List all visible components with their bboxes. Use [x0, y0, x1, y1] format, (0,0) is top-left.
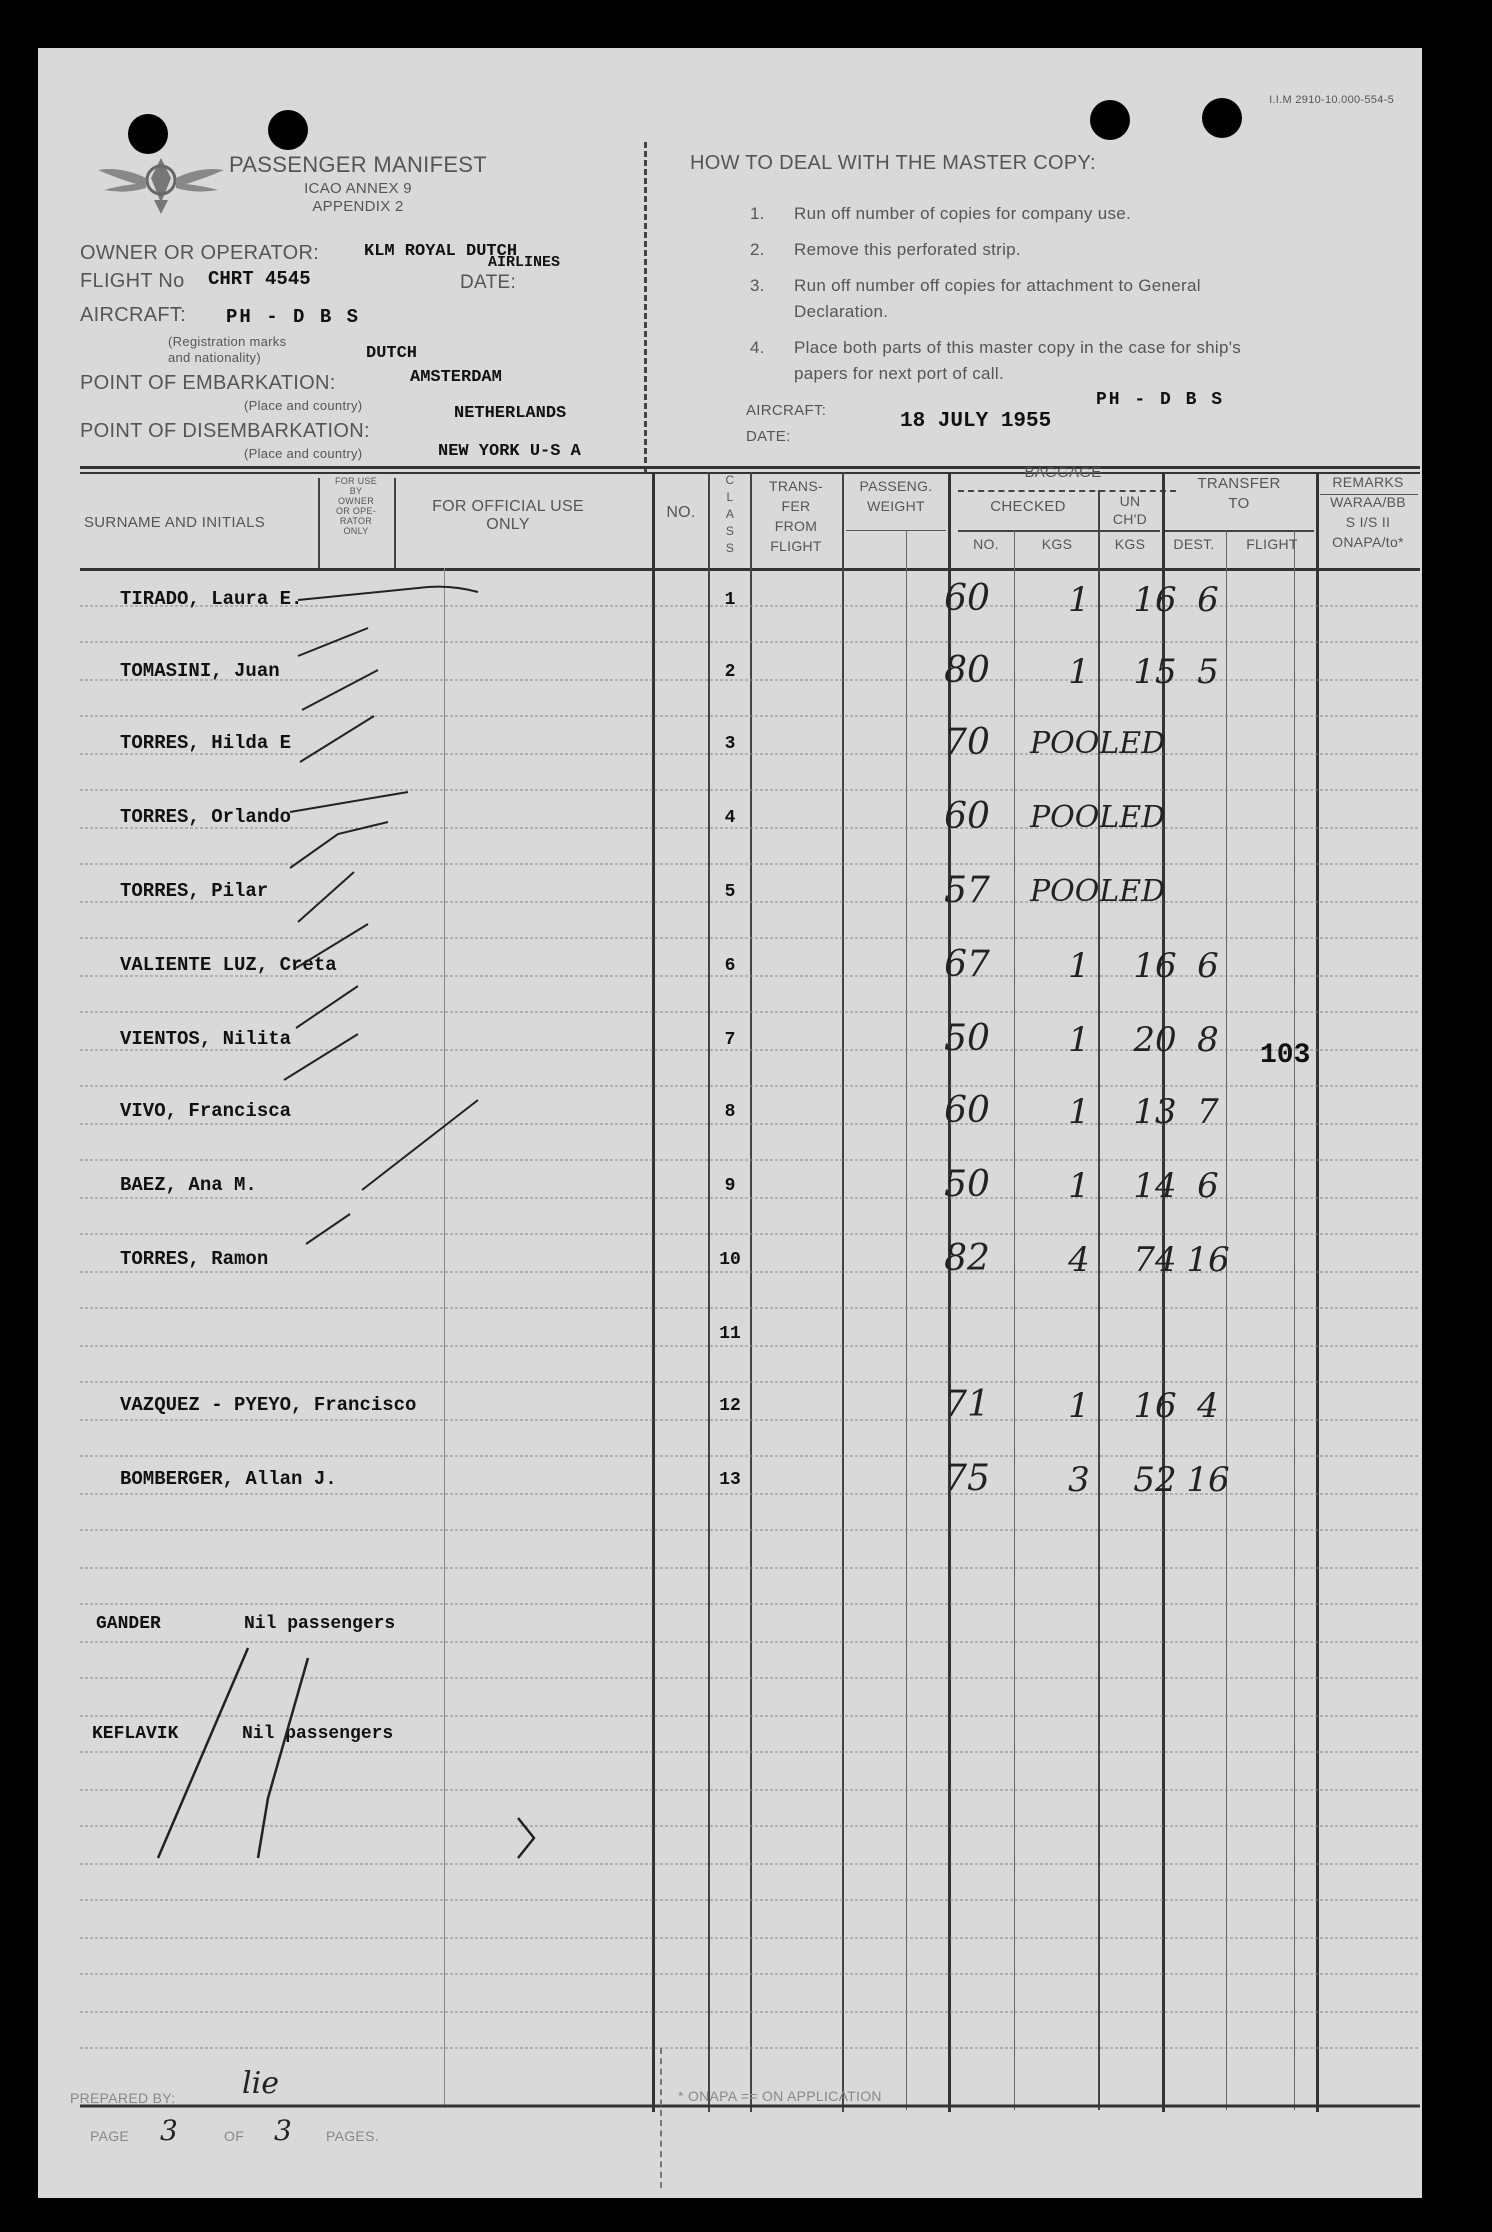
bag-kgs: 52 — [1133, 1460, 1177, 1500]
punch-hole — [268, 110, 308, 150]
punch-hole — [1090, 100, 1130, 140]
manifest-sheet — [38, 48, 1422, 2198]
instruction-1-number: 1. — [750, 204, 765, 223]
unchecked-kgs: 8 — [1197, 1020, 1219, 1060]
col-owner-use: FOR USE BY OWNER OR OPE- RATOR ONLY — [334, 476, 378, 536]
pooled-note: POOLED — [1030, 800, 1166, 835]
embarkation-value: AMSTERDAM — [410, 368, 502, 387]
owner-value: KLM ROYAL DUTCH — [364, 242, 518, 261]
bag-kgs: 74 — [1133, 1240, 1177, 1280]
passenger-no: 5 — [724, 882, 736, 902]
passenger-name: TORRES, Hilda E — [120, 732, 292, 754]
remark-total: 103 — [1260, 1040, 1311, 1071]
disembarkation-value: NEW YORK U-S A — [438, 442, 581, 461]
note-text-gander: Nil passengers — [244, 1614, 396, 1634]
header-divider — [644, 142, 647, 472]
pooled-note: POOLED — [1030, 874, 1166, 909]
passenger-weight: 70 — [944, 722, 990, 763]
bag-kgs: 16 — [1133, 580, 1177, 620]
passenger-weight: 50 — [944, 1018, 990, 1059]
passenger-no: 12 — [719, 1396, 741, 1416]
passenger-weight: 60 — [944, 796, 990, 837]
check-marks-icon — [278, 548, 618, 1608]
bag-count: 4 — [1068, 1240, 1090, 1280]
col-class: C L A S S — [725, 473, 735, 555]
registration-note: (Registration marks — [168, 334, 287, 349]
bag-kgs: 16 — [1133, 1386, 1177, 1426]
col-surname: SURNAME AND INITIALS — [84, 514, 266, 531]
passenger-weight: 57 — [944, 870, 990, 911]
of-number: 3 — [274, 2114, 292, 2147]
prepared-by-label: PREPARED BY: — [70, 2090, 176, 2106]
disembarkation-place-note: (Place and country) — [244, 446, 363, 461]
instruction-4-number: 4. — [750, 338, 765, 357]
passenger-name: BOMBERGER, Allan J. — [120, 1468, 337, 1490]
passenger-name: TIRADO, Laura E. — [120, 588, 303, 610]
bag-count: 1 — [1068, 1166, 1090, 1206]
passenger-weight: 67 — [944, 944, 990, 985]
col-kgs-2: KGS — [1114, 536, 1146, 552]
punch-hole — [1202, 98, 1242, 138]
instruction-4-text: Place both parts of this master copy in the case for ship's — [794, 338, 1242, 357]
bag-kgs: 14 — [1133, 1166, 1177, 1206]
unchecked-kgs: 6 — [1197, 946, 1219, 986]
right-aircraft-label: AIRCRAFT: — [746, 402, 827, 419]
page-number: 3 — [160, 2114, 178, 2147]
col-kgs: KGS — [1041, 536, 1073, 552]
col-official-use: FOR OFFICIAL USE ONLY — [432, 498, 584, 533]
of-label: OF — [224, 2128, 245, 2144]
bag-count: 1 — [1068, 580, 1090, 620]
instruction-1-text: Run off number of copies for company use. — [794, 204, 1132, 223]
instructions-title: HOW TO DEAL WITH THE MASTER COPY: — [690, 152, 1096, 174]
bag-count: 1 — [1068, 946, 1090, 986]
passenger-no: 8 — [724, 1102, 736, 1122]
passenger-name: VAZQUEZ - PYEYO, Francisco — [120, 1394, 417, 1416]
embarkation-label: POINT OF EMBARKATION: — [80, 372, 336, 394]
passenger-name: TORRES, Orlando — [120, 806, 292, 828]
baggage-sub-rule — [958, 490, 1176, 492]
passenger-no: 6 — [724, 956, 736, 976]
instruction-3-text-2: Declaration. — [794, 302, 889, 321]
col-weight: PASSENG. WEIGHT — [859, 478, 933, 514]
note-text-keflavik: Nil passengers — [242, 1724, 394, 1744]
col-transfer-from: TRANS- FER FROM FLIGHT — [769, 478, 823, 554]
right-aircraft-value: PH - D B S — [1096, 390, 1225, 410]
subtitle-appendix: APPENDIX 2 — [312, 198, 404, 215]
passenger-weight: 80 — [944, 650, 990, 691]
bag-count: 1 — [1068, 1020, 1090, 1060]
instruction-4-text-2: papers for next port of call. — [794, 364, 1004, 383]
passenger-name: TOMASINI, Juan — [120, 660, 280, 682]
instruction-2-number: 2. — [750, 240, 765, 259]
owner-label: OWNER OR OPERATOR: — [80, 242, 320, 264]
passenger-no: 1 — [724, 590, 736, 610]
form-code: I.I.M 2910-10.000-554-5 — [1269, 94, 1394, 106]
flight-value: CHRT 4545 — [208, 268, 311, 290]
right-date-label: DATE: — [746, 428, 791, 445]
bag-kgs: 16 — [1133, 946, 1177, 986]
unchecked-kgs: 16 — [1186, 1460, 1230, 1500]
passenger-no: 10 — [719, 1250, 741, 1270]
bag-kgs: 13 — [1133, 1092, 1177, 1132]
passenger-name: VIVO, Francisca — [120, 1100, 292, 1122]
passenger-no: 9 — [724, 1176, 736, 1196]
page-label: PAGE — [90, 2128, 130, 2144]
passenger-name: VALIENTE LUZ, Creta — [120, 954, 337, 976]
unchecked-kgs: 6 — [1197, 1166, 1219, 1206]
prepared-by-initials: lie — [242, 2066, 279, 2101]
unchecked-kgs: 5 — [1197, 652, 1219, 692]
disembarkation-label: POINT OF DISEMBARKATION: — [80, 420, 370, 442]
right-date-value: 18 JULY 1955 — [900, 410, 1052, 433]
passenger-name: VIENTOS, Nilita — [120, 1028, 292, 1050]
handwritten-strokes-icon — [148, 1628, 568, 1878]
checked-sub-rule — [958, 530, 1160, 532]
nationality-value: DUTCH — [366, 344, 418, 363]
bag-count: 1 — [1068, 1092, 1090, 1132]
passenger-name: BAEZ, Ana M. — [120, 1174, 257, 1196]
passenger-weight: 60 — [944, 1090, 990, 1131]
remarks-sub-rule — [1320, 494, 1418, 495]
bag-count: 3 — [1068, 1460, 1090, 1500]
unchecked-kgs: 16 — [1186, 1240, 1230, 1280]
nationality-note: and nationality) — [168, 350, 261, 365]
bag-kgs: 20 — [1133, 1020, 1177, 1060]
pooled-note: POOLED — [1030, 726, 1166, 761]
col-bag-no: NO. — [973, 536, 999, 552]
instruction-2-text: Remove this perforated strip. — [794, 240, 1021, 259]
aircraft-label: AIRCRAFT: — [80, 304, 187, 326]
transfer-sub-rule — [1164, 530, 1314, 532]
passenger-name: TORRES, Ramon — [120, 1248, 269, 1270]
passenger-no: 11 — [719, 1324, 741, 1344]
page-title: PASSENGER MANIFEST — [228, 152, 488, 177]
col-remarks: REMARKS WARAA/BB S I/S II ONAPA/to* — [1330, 474, 1406, 550]
col-checked: CHECKED — [990, 498, 1066, 515]
weight-sub-rule — [846, 530, 946, 531]
table-top-rule — [80, 466, 1420, 469]
passenger-weight: 60 — [944, 578, 990, 619]
col-no: NO. — [666, 504, 696, 521]
onapa-footnote: * ONAPA == ON APPLICATION — [678, 2088, 882, 2104]
passenger-no: 3 — [724, 734, 736, 754]
bag-count: 1 — [1068, 652, 1090, 692]
passenger-no: 4 — [724, 808, 736, 828]
passenger-weight: 50 — [944, 1164, 990, 1205]
passenger-weight: 75 — [944, 1458, 990, 1499]
passenger-no: 7 — [724, 1030, 736, 1050]
instruction-3-text: Run off number off copies for attachment to General — [794, 276, 1201, 295]
unchecked-kgs: 4 — [1197, 1386, 1219, 1426]
embarkation-place-note: (Place and country) — [244, 398, 363, 413]
col-flight: FLIGHT — [1246, 536, 1298, 552]
instruction-3-number: 3. — [750, 276, 765, 295]
subtitle-annex: ICAO ANNEX 9 — [304, 180, 412, 197]
aircraft-value: PH - D B S — [226, 306, 361, 328]
bag-count: 1 — [1068, 1386, 1090, 1426]
unchecked-kgs: 7 — [1197, 1092, 1219, 1132]
passenger-weight: 71 — [944, 1384, 990, 1425]
pages-label: PAGES. — [326, 2128, 379, 2144]
col-unchecked: UN CH'D — [1112, 493, 1148, 527]
bag-kgs: 15 — [1133, 652, 1177, 692]
unchecked-kgs: 6 — [1197, 580, 1219, 620]
passenger-no: 13 — [719, 1470, 741, 1490]
note-place-gander: GANDER — [96, 1614, 161, 1634]
col-transfer-to: TRANSFER TO — [1197, 475, 1281, 512]
passenger-name: TORRES, Pilar — [120, 880, 269, 902]
footer-divider — [660, 2048, 662, 2188]
owner-value-2: AIRLINES — [488, 254, 561, 271]
passenger-weight: 82 — [944, 1238, 990, 1279]
col-baggage: BAGGAGE — [1024, 464, 1102, 481]
klm-wings-logo-icon — [96, 148, 226, 218]
col-dest: DEST. — [1173, 536, 1215, 552]
note-place-keflavik: KEFLAVIK — [92, 1724, 179, 1744]
embarkation-country: NETHERLANDS — [454, 404, 567, 423]
date-label: DATE: — [460, 272, 517, 293]
flight-label: FLIGHT No — [80, 270, 185, 292]
passenger-no: 2 — [724, 662, 736, 682]
